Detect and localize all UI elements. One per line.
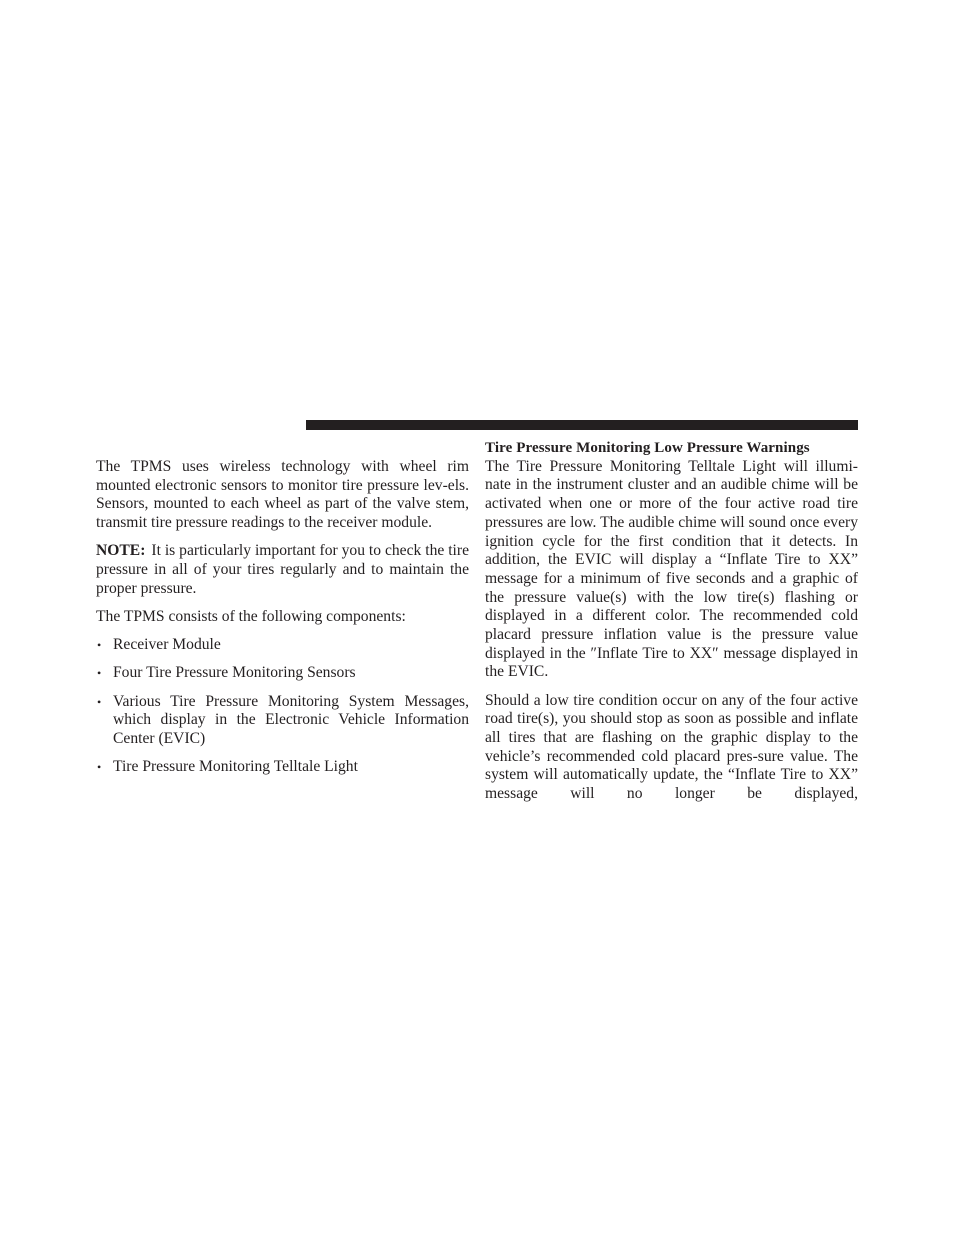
list-item-text: Receiver Module [113,636,221,654]
components-list [96,636,469,777]
list-item [96,664,469,683]
bullet-icon: • [97,760,102,775]
list-item-text: Four Tire Pressure Monitoring Sensors [113,664,356,682]
bullet-icon: • [97,694,102,709]
note-text: It is particularly important for you to check the tire pressure in all of your tires regularly and to maintain the proper pressure. [96,542,469,597]
list-item [96,636,469,655]
warning-paragraph-2: Should a low tire condition occur on any of the four active road tire(s), you should stop as soon as possible and inflate all tires that are flashing on the graphic display to the vehicle’s recommended cold placard pres-sure value. The system will automatically update, the “Inflate Tire to XX” message will no longer be displayed, [485,691,858,803]
section-heading: Tire Pressure Monitoring Low Pressure Warnings [485,440,810,456]
note-label: NOTE: [96,542,146,560]
list-item-text: Various Tire Pressure Monitoring System Messages, which display in the Electronic Vehicle Information Center (EVIC) [113,692,469,747]
left-column [96,458,469,786]
note-paragraph [96,542,469,598]
right-column [485,439,858,813]
list-item [96,693,469,749]
intro-paragraph: The TPMS uses wireless technology with wheel rim mounted electronic sensors to monitor tire pressure lev-els. Sensors, mounted to each wheel as part of the valve stem, transmit tire pressure readings to the receiver module. [96,458,469,532]
list-item-text: Tire Pressure Monitoring Telltale Light [113,758,358,776]
list-item [96,758,469,777]
section-header-rule [306,420,858,430]
warning-paragraph-1: The Tire Pressure Monitoring Telltale Light will illumi-nate in the instrument cluster and an audible chime will be activated when one or more of the four active road tire pressures are low. The audible chime will sound once every ignition cycle for the first condition that it detects. In addition, the EVIC will display a “Inflate Tire to XX” message for a minimum of five seconds and a graphic of the pressure value(s) with the low tire(s) flashing or displayed in a different color. The recommended cold placard pressure inflation value is the pressure value displayed in the ″Inflate Tire to XX″ message displayed in the EVIC. [485,457,858,681]
bullet-icon: • [97,638,102,653]
bullet-icon: • [97,666,102,681]
components-intro: The TPMS consists of the following components: [96,607,406,625]
